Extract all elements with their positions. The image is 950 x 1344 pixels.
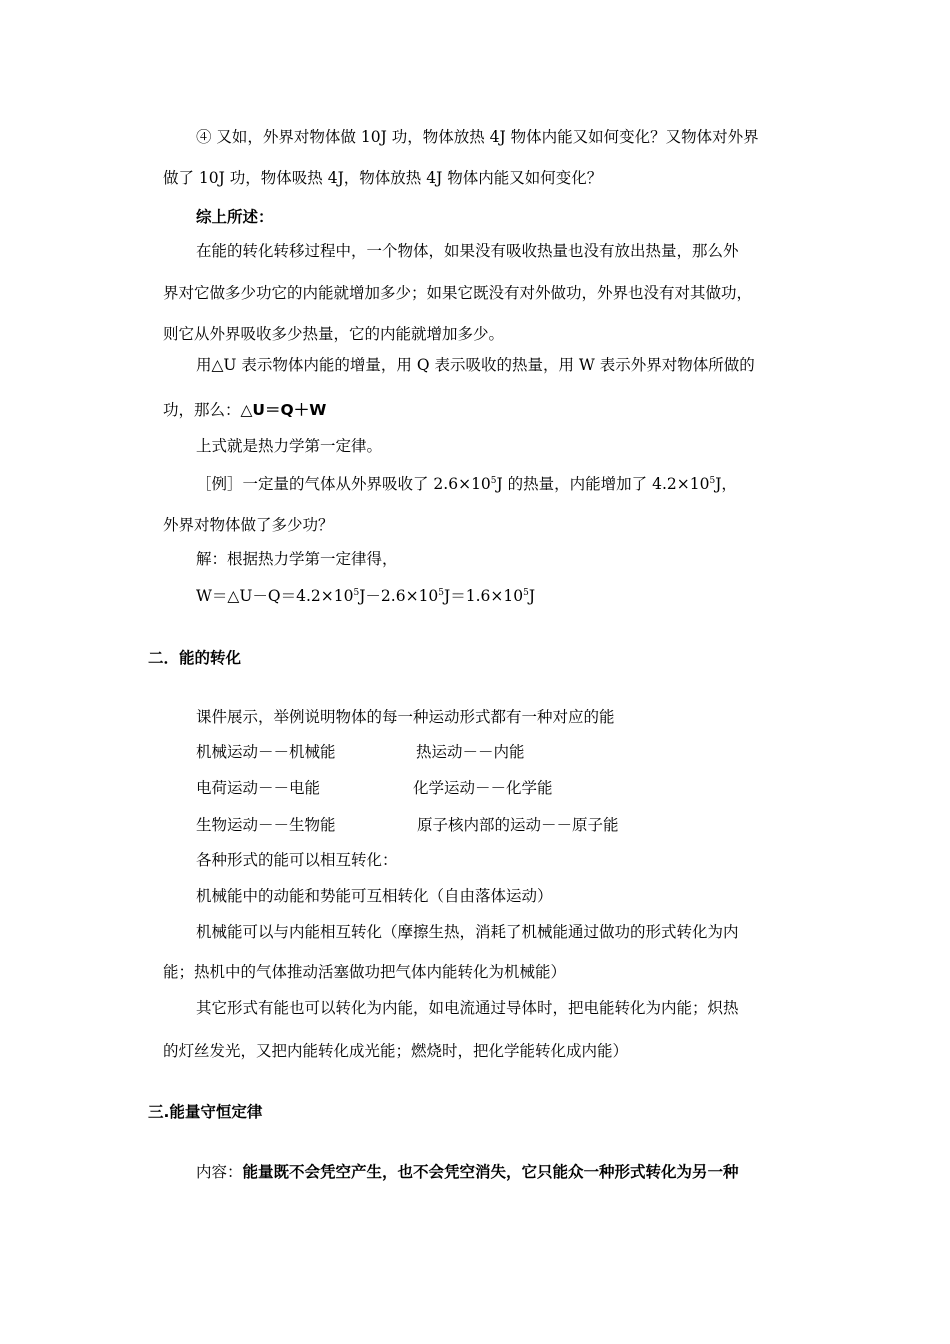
paragraph-line: 则它从外界吸收多少热量，它的内能就增加多少。 [163, 325, 505, 343]
paragraph-line: 在能的转化转移过程中，一个物体，如果没有吸收热量也没有放出热量，那么外 [196, 242, 739, 260]
formula-text: J－2.6×10 [359, 587, 439, 605]
pair-left: 电荷运动－－电能 [196, 779, 321, 797]
formula-text: W＝△U－Q＝4.2×10 [196, 587, 354, 605]
paragraph-line: 界对它做多少功它的内能就增加多少；如果它既没有对外做功，外界也没有对其做功， [163, 284, 753, 302]
content-label: 内容： [196, 1163, 243, 1181]
pair-left: 机械运动－－机械能 [196, 743, 336, 761]
section-title-energy-conversion: 二．能的转化 [148, 649, 242, 667]
paragraph-line: 外界对物体做了多少功？ [163, 516, 334, 534]
paragraph-line: 做了 10J 功，物体吸热 4J，物体放热 4J 物体内能又如何变化？ [163, 169, 603, 187]
content-line [196, 1162, 739, 1182]
paragraph-line: 能；热机中的气体推动活塞做功把气体内能转化为机械能） [163, 963, 567, 981]
paragraph-line: 用△U 表示物体内能的增量，用 Q 表示吸收的热量，用 W 表示外界对物体所做的 [196, 356, 755, 374]
exponent: 5 [353, 588, 360, 598]
formula-text: J [528, 587, 536, 605]
pair-right: 化学运动－－化学能 [413, 779, 553, 797]
summary-heading: 综上所述： [196, 208, 274, 226]
paragraph-line: 的灯丝发光，又把内能转化成光能；燃烧时，把化学能转化成内能） [163, 1042, 629, 1060]
section-title-energy-conservation: 三.能量守恒定律 [148, 1103, 263, 1121]
solution-formula [196, 586, 535, 606]
exponent: 5 [709, 476, 716, 486]
pair-right: 热运动－－内能 [416, 743, 525, 761]
first-law-formula: △U＝Q＋W [240, 401, 327, 419]
paragraph-line: ④ 又如，外界对物体做 10J 功，物体放热 4J 物体内能又如何变化？又物体对外界 [196, 128, 759, 146]
paragraph-line: 机械能可以与内能相互转化（摩擦生热，消耗了机械能通过做功的形式转化为内 [196, 923, 739, 941]
formula-line [163, 400, 326, 420]
formula-text: 6×10 [480, 587, 524, 605]
paragraph-line: 各种形式的能可以相互转化： [196, 851, 398, 869]
paragraph-line: 其它形式有能也可以转化为内能，如电流通过导体时，把电能转化为内能；炽热 [196, 999, 739, 1017]
example-line [196, 474, 737, 494]
exponent: 5 [490, 476, 497, 486]
solution-line: 解：根据热力学第一定律得， [196, 550, 398, 568]
exponent: 5 [523, 588, 529, 598]
pair-left: 生物运动－－生物能 [196, 816, 336, 834]
formula-intro: 功，那么： [163, 401, 241, 419]
paragraph-line: 课件展示，举例说明物体的每一种运动形式都有一种对应的能 [196, 708, 615, 726]
example-text: ［例］一定量的气体从外界吸收了 2.6×10 [196, 475, 491, 493]
paragraph-line: 机械能中的动能和势能可互相转化（自由落体运动） [196, 887, 553, 905]
pair-right: 原子核内部的运动－－原子能 [417, 816, 619, 834]
example-text: J， [715, 475, 737, 493]
exponent: 5 [438, 588, 445, 598]
example-text: J 的热量，内能增加了 4.2× [496, 475, 690, 493]
paragraph-line: 上式就是热力学第一定律。 [196, 437, 383, 455]
example-text: 10 [689, 475, 710, 493]
formula-text: J＝1. [444, 587, 481, 605]
conservation-law-text: 能量既不会凭空产生，也不会凭空消失，它只能众一种形式转化为另一种 [242, 1163, 739, 1181]
